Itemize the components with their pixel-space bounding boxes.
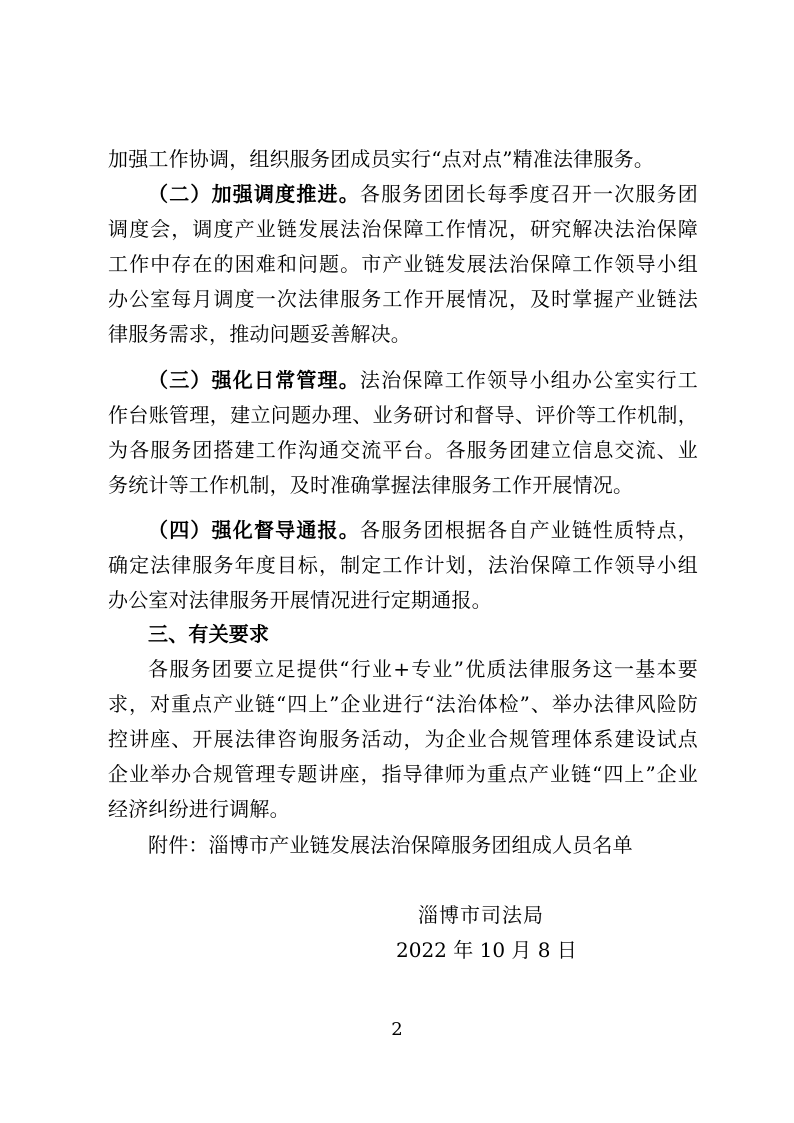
paragraph-3-line-1 bbox=[148, 363, 698, 397]
paragraph-5-line-3: 控讲座、开展法律咨询服务活动，为企业合规管理体系建设试点 bbox=[108, 727, 698, 751]
paragraph-4-line-2: 确定法律服务年度目标，制定工作计划，法治保障工作领导小组 bbox=[108, 553, 698, 577]
paragraph-3-title: （三）强化日常管理。 bbox=[148, 368, 360, 392]
paragraph-2-line-1-rest: 各服务团团长每季度召开一次服务团 bbox=[359, 182, 698, 206]
paragraph-2-line-2: 调度会，调度产业链发展法治保障工作情况，研究解决法治保障 bbox=[108, 217, 698, 241]
paragraph-5-line-4: 企业举办合规管理专题讲座，指导律师为重点产业链“四上”企业 bbox=[108, 762, 698, 786]
paragraph-2-title: （二）加强调度推进。 bbox=[148, 182, 360, 206]
paragraph-2-line-5: 律服务需求，推动问题妥善解决。 bbox=[108, 322, 411, 346]
page-number: 2 bbox=[391, 1019, 403, 1040]
paragraph-3-line-1-rest: 法治保障工作领导小组办公室实行工 bbox=[359, 368, 698, 392]
paragraph-5-line-5: 经济纠纷进行调解。 bbox=[108, 797, 290, 821]
paragraph-3-line-3: 为各服务团搭建工作沟通交流平台。各服务团建立信息交流、业 bbox=[108, 438, 698, 462]
signature-date: 2022 年 10 月 8 日 bbox=[396, 938, 577, 962]
section-heading: 三、有关要求 bbox=[148, 622, 270, 646]
paragraph-2-line-1 bbox=[148, 177, 698, 211]
paragraph-4-line-1 bbox=[148, 513, 698, 547]
paragraph-5-line-2: 求，对重点产业链“四上”企业进行“法治体检”、举办法律风险防 bbox=[108, 692, 698, 716]
paragraph-intro-line-1: 加强工作协调，组织服务团成员实行“点对点”精准法律服务。 bbox=[108, 147, 655, 171]
paragraph-2-line-3: 工作中存在的困难和问题。市产业链发展法治保障工作领导小组 bbox=[108, 252, 698, 276]
paragraph-3-line-4: 务统计等工作机制，及时准确掌握法律服务工作开展情况。 bbox=[108, 473, 634, 497]
attachment-line: 附件：淄博市产业链发展法治保障服务团组成人员名单 bbox=[148, 833, 633, 857]
paragraph-3-line-2: 作台账管理，建立问题办理、业务研讨和督导、评价等工作机制， bbox=[108, 403, 698, 427]
paragraph-4-line-3: 办公室对法律服务开展情况进行定期通报。 bbox=[108, 588, 492, 612]
signature-org: 淄博市司法局 bbox=[418, 903, 544, 927]
paragraph-5-line-1: 各服务团要立足提供“行业+专业”优质法律服务这一基本要 bbox=[148, 657, 698, 681]
paragraph-2-line-4: 办公室每月调度一次法律服务工作开展情况，及时掌握产业链法 bbox=[108, 287, 698, 311]
paragraph-4-line-1-rest: 各服务团根据各自产业链性质特点， bbox=[359, 518, 698, 542]
paragraph-4-title: （四）强化督导通报。 bbox=[148, 518, 360, 542]
